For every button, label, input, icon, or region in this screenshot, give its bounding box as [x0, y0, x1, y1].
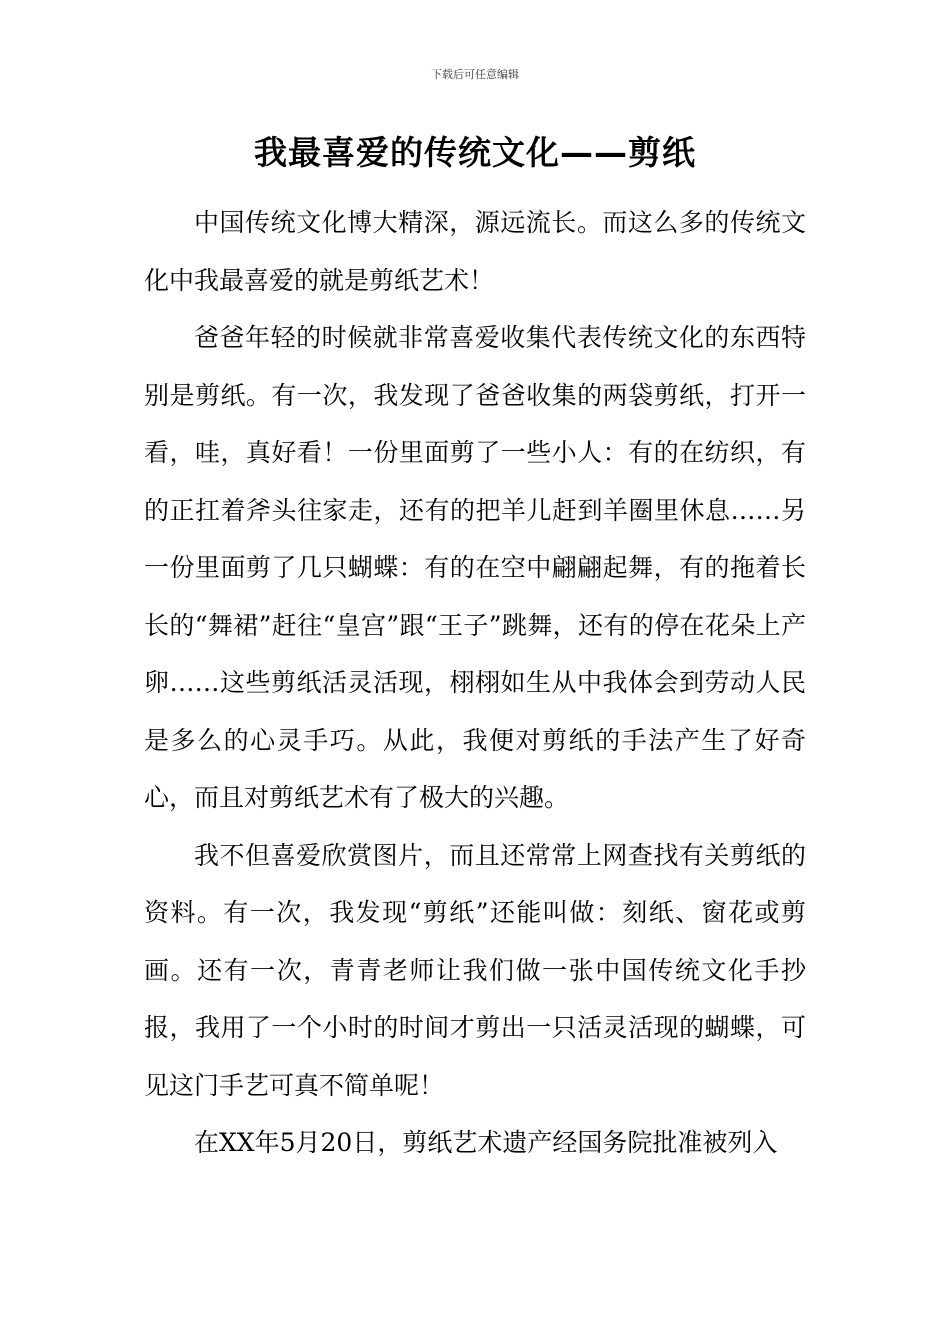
paragraph: 中国传统文化博大精深，源远流长。而这么多的传统文化中我最喜爱的就是剪纸艺术！: [144, 208, 806, 295]
page-header: 下载后可任意编辑: [431, 68, 519, 81]
paragraph: 爸爸年轻的时候就非常喜爱收集代表传统文化的东西特别是剪纸。有一次，我发现了爸爸收集的两袋剪纸，打开一看，哇，真好看！一份里面剪了一些小人：有的在纺织，有的正扛着斧头往家走，还有的把羊儿赶到羊圈里休息……另一份里面剪了几只蝴蝶：有的在空中翩翩起舞，有的拖着长长的“舞裙”赶往“皇宫”跟“王子”跳舞，还有的停在花朵上产卵……这些剪纸活灵活现，栩栩如生从中我体会到劳动人民是多么的心灵手巧。从此，我便对剪纸的手法产生了好奇心，而且对剪纸艺术有了极大的兴趣。: [144, 323, 806, 812]
paragraph: 我不但喜爱欣赏图片，而且还常常上网查找有关剪纸的资料。有一次，我发现“剪纸”还能叫做：刻纸、窗花或剪画。还有一次，青青老师让我们做一张中国传统文化手抄报，我用了一个小时的时间才剪出一只活灵活现的蝴蝶，可见这门手艺可真不简单呢！: [144, 840, 806, 1100]
paragraph: 在XX年5月20日，剪纸艺术遗产经国务院批准被列入: [194, 1128, 778, 1157]
document-title: 我最喜爱的传统文化——剪纸: [254, 133, 696, 172]
document-body: [144, 194, 806, 1172]
